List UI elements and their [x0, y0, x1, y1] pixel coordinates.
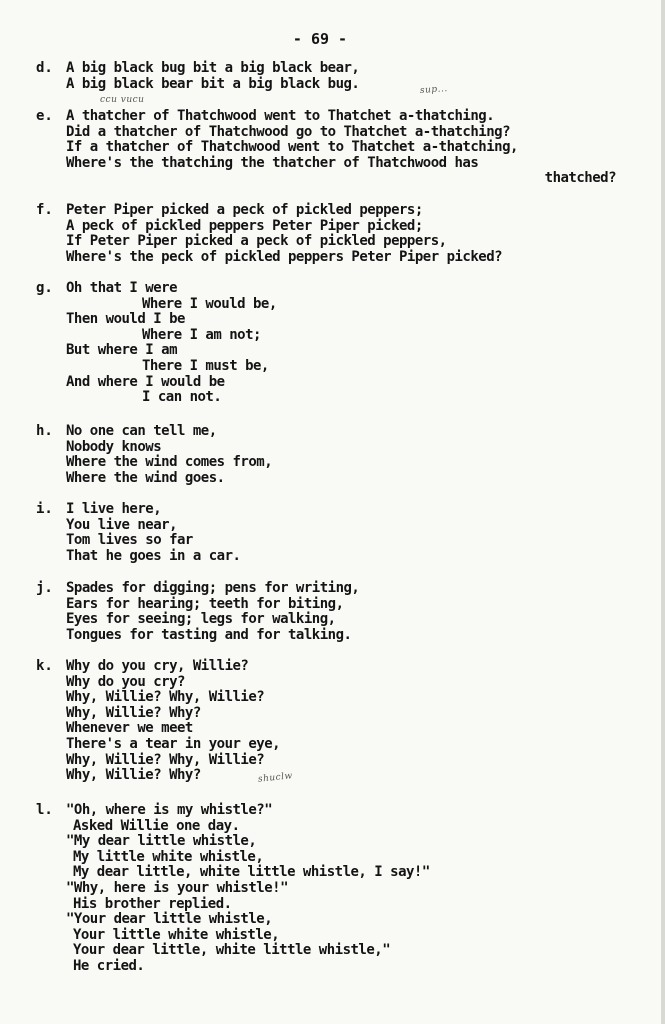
text-line: Why do you cry? — [66, 673, 185, 690]
text-line: Tongues for tasting and for talking. — [66, 626, 352, 643]
text-line: Eyes for seeing; legs for walking, — [66, 611, 336, 628]
text-line: No one can tell me, — [66, 423, 217, 439]
text-line: thatched? — [544, 170, 616, 187]
text-line: If Peter Piper picked a peck of pickled peppers, — [66, 233, 447, 250]
text-line: Ears for hearing; teeth for biting, — [66, 595, 344, 612]
text-line: There I must be, — [142, 357, 269, 374]
text-line: Asked Willie one day. — [73, 817, 240, 834]
item-letter: h. — [36, 423, 53, 439]
text-line: My dear little, white little whistle, I say!" — [73, 864, 430, 881]
text-line: My little white whistle, — [73, 848, 264, 865]
text-line: He cried. — [73, 957, 145, 974]
text-line: "My dear little whistle, — [66, 833, 257, 850]
text-line: Where I am not; — [142, 326, 261, 343]
text-line: Peter Piper picked a peck of pickled peppers; — [66, 202, 423, 218]
text-line: Why do you cry, Willie? — [66, 658, 249, 674]
text-line: And where I would be — [66, 373, 225, 390]
text-line: "Oh, where is my whistle?" — [66, 802, 273, 818]
item-letter: g. — [36, 280, 53, 296]
text-line: You live near, — [66, 516, 178, 533]
text-line: Spades for digging; pens for writing, — [66, 580, 360, 596]
text-line: "Your dear little whistle, — [66, 911, 273, 928]
text-line: Where the wind comes from, — [66, 454, 273, 471]
text-line: That he goes in a car. — [66, 547, 241, 564]
text-line: But where I am — [66, 342, 178, 359]
page-number: - 69 - — [292, 30, 348, 48]
item-letter: d. — [36, 60, 53, 76]
item-letter: j. — [36, 580, 53, 596]
item-letter: k. — [36, 658, 53, 674]
item-letter: i. — [36, 501, 53, 517]
text-line: Your little white whistle, — [73, 926, 280, 943]
item-letter: e. — [36, 108, 53, 124]
text-line: A thatcher of Thatchwood went to Thatchet a-thatching. — [66, 108, 495, 124]
text-line: If a thatcher of Thatchwood went to Thatchet a-thatching, — [66, 139, 518, 156]
text-line: I can not. — [142, 389, 222, 406]
text-line: Why, Willie? Why, Willie? — [66, 751, 265, 768]
text-line: There's a tear in your eye, — [66, 735, 281, 752]
text-line: His brother replied. — [73, 895, 232, 912]
item-letter: l. — [36, 802, 53, 818]
text-line: Whenever we meet — [66, 720, 193, 737]
text-line: Tom lives so far — [66, 532, 193, 549]
text-line: A big black bug bit a big black bear, — [66, 60, 360, 76]
text-line: Oh that I were — [66, 280, 178, 296]
handwritten-annotation: ccu vucu — [100, 95, 145, 105]
text-line: Why, Willie? Why? — [66, 767, 201, 784]
text-line: Where the wind goes. — [66, 469, 225, 486]
page-edge — [661, 0, 665, 1024]
handwritten-annotation: sup... — [419, 84, 449, 96]
item-letter: f. — [36, 202, 53, 218]
text-line: Did a thatcher of Thatchwood go to Thatchet a-thatching? — [66, 123, 511, 140]
text-line: Where's the peck of pickled peppers Peter Piper picked? — [66, 248, 503, 265]
text-line: Nobody knows — [66, 438, 162, 455]
text-line: A peck of pickled peppers Peter Piper picked; — [66, 217, 423, 234]
text-line: Why, Willie? Why? — [66, 704, 201, 721]
text-line: Why, Willie? Why, Willie? — [66, 689, 265, 706]
text-line: "Why, here is your whistle!" — [66, 879, 289, 896]
handwritten-annotation: shuclw — [257, 771, 294, 785]
text-line: Where's the thatching the thatcher of Thatchwood has — [66, 154, 479, 171]
text-line: I live here, — [66, 501, 162, 517]
text-line: Where I would be, — [142, 295, 277, 312]
text-line: Your dear little, white little whistle," — [73, 942, 391, 959]
text-line: A big black bear bit a big black bug. — [66, 75, 360, 92]
text-line: Then would I be — [66, 311, 185, 328]
